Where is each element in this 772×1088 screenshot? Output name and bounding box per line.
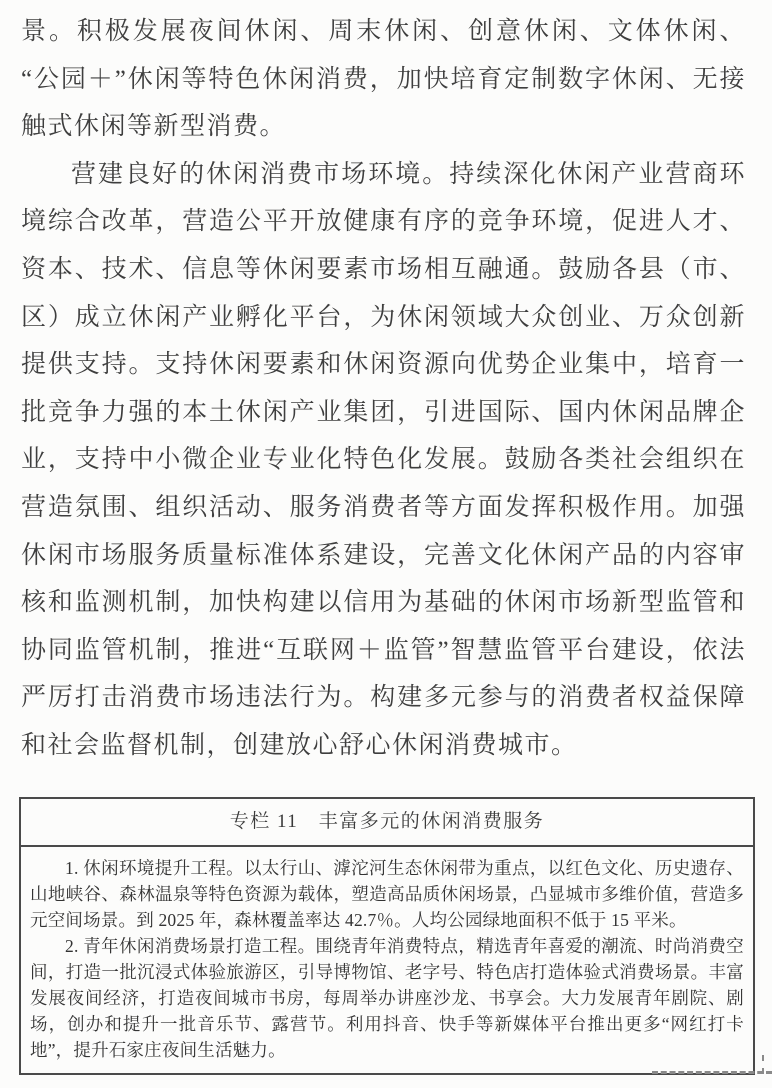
body-paragraph-continuation: 景。积极发展夜间休闲、周末休闲、创意休闲、文体休闲、“公园＋”休闲等特色休闲消费，加快培育定制数字休闲、无接触式休闲等新型消费。 <box>21 18 746 141</box>
main-text-block <box>21 8 746 770</box>
panel-title: 专栏 11 丰富多元的休闲消费服务 <box>21 799 753 847</box>
scan-artifact-dashed-line <box>652 1071 772 1074</box>
panel-item-2: 2. 青年休闲消费场景打造工程。围绕青年消费特点，精选青年喜爱的潮流、时尚消费空间，打造一批沉浸式体验旅游区，引导博物馆、老字号、特色店打造体验式消费场景。丰富发展夜间经济，打造夜间城市书房，每周举办讲座沙龙、书享会。大力发展青年剧院、剧场，创办和提升一批音乐节、露营节。利用抖音、快手等新媒体平台推出更多“网红打卡地”，提升石家庄夜间生活魅力。 <box>30 935 744 1060</box>
panel-item-1: 1. 休闲环境提升工程。以太行山、滹沱河生态休闲带为重点，以红色文化、历史遗存、山地峡谷、森林温泉等特色资源为载体，塑造高品质休闲场景，凸显城市多维价值，营造多元空间场景。到 2025 年，森林覆盖率达 42.7％。人均公园绿地面积不低于 15 平米。 <box>30 857 744 930</box>
scan-artifact-dashed-tick <box>762 1055 764 1074</box>
panel-body <box>21 847 753 1073</box>
body-paragraph: 营建良好的休闲消费市场环境。持续深化休闲产业营商环境综合改革，营造公平开放健康有序的竞争环境，促进人才、资本、技术、信息等休闲要素市场相互融通。鼓励各县（市、区）成立休闲产业孵化平台，为休闲领域大众创业、万众创新提供支持。支持休闲要素和休闲资源向优势企业集中，培育一批竞争力强的本土休闲产业集团，引进国际、国内休闲品牌企业，支持中小微企业专业化特色化发展。鼓励各类社会组织在营造氛围、组织活动、服务消费者等方面发挥积极作用。加强休闲市场服务质量标准体系建设，完善文化休闲产品的内容审核和监测机制，加快构建以信用为基础的休闲市场新型监管和协同监管机制，推进“互联网＋监管”智慧监管平台建设，依法严厉打击消费市场违法行为。构建多元参与的消费者权益保障和社会监督机制，创建放心舒心休闲消费城市。 <box>21 160 746 759</box>
column-11-panel <box>19 797 755 1075</box>
